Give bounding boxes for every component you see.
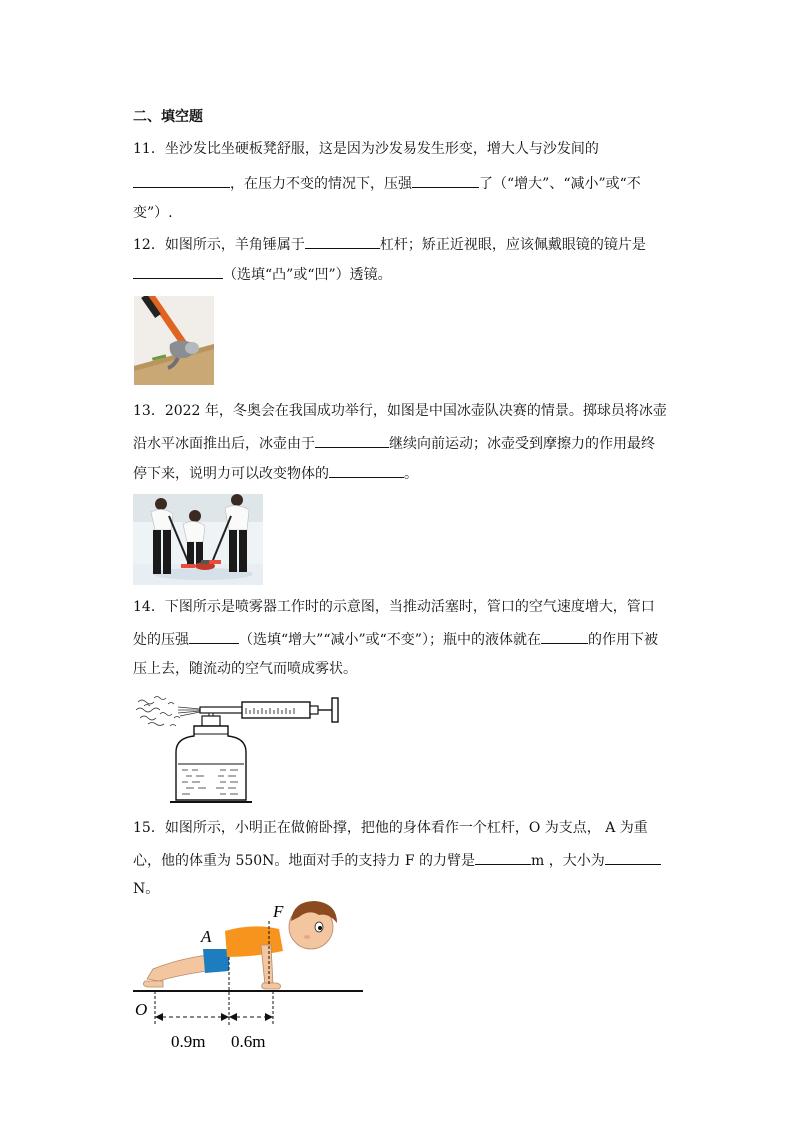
q12-blank-2[interactable]	[133, 263, 223, 279]
q11-line1: 11．坐沙发比坐硬板凳舒服，这是因为沙发易发生形变，增大人与沙发间的	[133, 141, 599, 157]
q13-text-3a: 停下来，说明力可以改变物体的	[133, 466, 329, 482]
q15-blank-1[interactable]	[475, 849, 531, 865]
q13-text-2a: 沿水平冰面推出后，冰壶由于	[133, 436, 315, 452]
hammer-photo	[134, 296, 214, 385]
q14-text-2b: （选填“增大”“减小”或“不变”）；瓶中的液体就在	[239, 632, 541, 648]
q15-text-2a: 心，他的体重为 550N。地面对手的支持力 F 的力臂是	[133, 853, 476, 869]
sprayer-diagram	[134, 690, 344, 808]
q14-text-2c: 的作用下被	[587, 632, 658, 648]
q11-line3: 变”）.	[133, 205, 173, 221]
section-title: 二、填空题	[133, 109, 203, 125]
label-dist-2: 0.6m	[231, 1032, 266, 1051]
q12-line2	[133, 263, 392, 285]
q11-line2	[133, 172, 641, 194]
q12-blank-1[interactable]	[305, 233, 380, 249]
q13-line1: 13．2022 年，冬奥会在我国成功举行，如图是中国冰壶队决赛的情景。掷球员将冰壶	[133, 403, 667, 419]
q12-text-1a: 12．如图所示，羊角锤属于	[133, 237, 305, 253]
q13-line2	[133, 432, 655, 454]
q15-line1: 15．如图所示，小明正在做俯卧撑，把他的身体看作一个杠杆，O 为支点， A 为重	[133, 820, 648, 836]
q14-text-2a: 处的压强	[133, 632, 189, 648]
q14-line2	[133, 628, 658, 650]
q15-text-2b: m ，大小为	[531, 853, 605, 869]
label-dist-1: 0.9m	[171, 1032, 206, 1051]
q12-line1	[133, 233, 646, 255]
curling-photo	[133, 494, 263, 585]
q13-line3	[133, 462, 418, 484]
q13-text-2b: 继续向前运动；冰壶受到摩擦力的作用最终	[389, 436, 655, 452]
label-o: O	[135, 1000, 148, 1019]
q11-blank-1[interactable]	[133, 172, 230, 188]
q15-line2	[133, 849, 661, 871]
q11-blank-2[interactable]	[412, 172, 479, 188]
q13-blank-1[interactable]	[315, 432, 389, 448]
q15-blank-2[interactable]	[605, 849, 661, 865]
q11-text-2b: 了（“增大”、“减小”或“不	[479, 176, 641, 192]
pushup-diagram	[133, 895, 373, 1060]
q15-line3: N。	[133, 881, 160, 897]
q14-blank-1[interactable]	[189, 628, 239, 644]
q11-text-2a: ，在压力不变的情况下，压强	[230, 176, 412, 192]
q12-text-2: （选填“凸”或“凹”）透镜。	[223, 267, 392, 283]
label-a: A	[201, 927, 212, 946]
q14-line1: 14．下图所示是喷雾器工作时的示意图，当推动活塞时，管口的空气速度增大，管口	[133, 599, 655, 615]
q13-blank-2[interactable]	[329, 462, 404, 478]
q14-line3: 压上去，随流动的空气而喷成雾状。	[133, 661, 357, 677]
label-f: F	[273, 902, 284, 921]
q14-blank-2[interactable]	[541, 628, 588, 644]
q13-text-3b: 。	[404, 466, 418, 482]
q12-text-1b: 杠杆；矫正近视眼，应该佩戴眼镜的镜片是	[379, 237, 646, 253]
